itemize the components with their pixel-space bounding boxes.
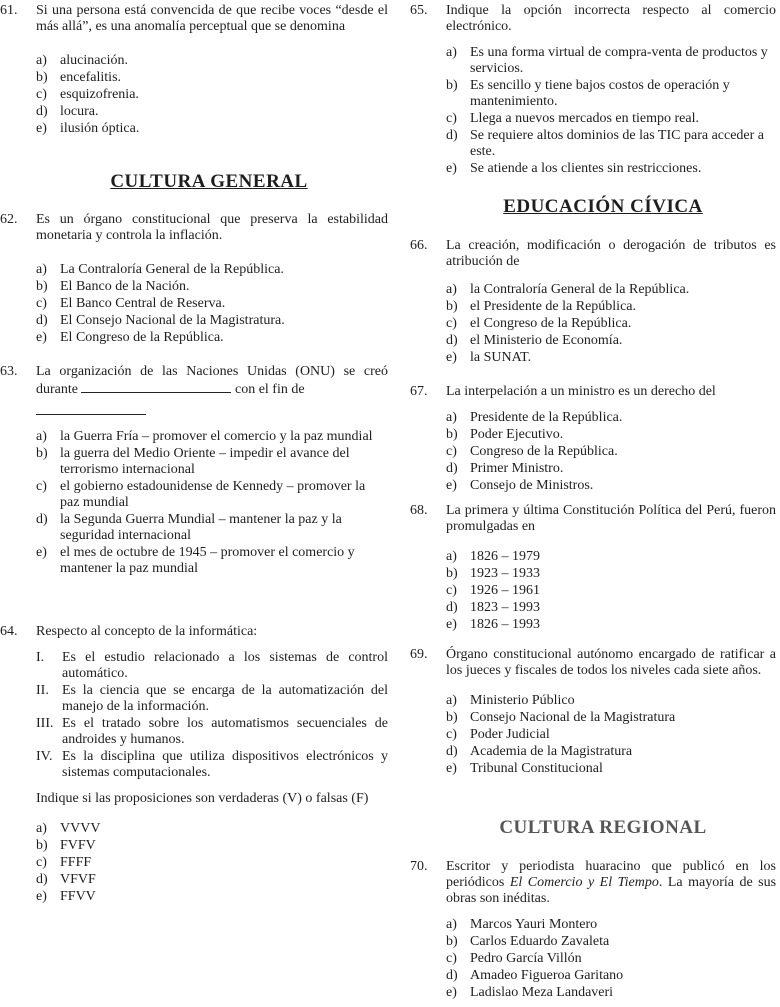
option-e[interactable]: e) Ladislao Meza Landaveri (446, 985, 614, 1000)
proposition-ii: II. Es la ciencia que se encarga de la automatización del manejo de la información. (36, 683, 388, 714)
option-b[interactable]: b) Poder Ejecutivo. (446, 427, 564, 442)
option-e[interactable]: e) la SUNAT. (446, 350, 532, 365)
option-a[interactable]: a) la Contraloría General de la República. (446, 282, 690, 297)
option-b[interactable]: b) el Presidente de la República. (446, 299, 636, 314)
question-64 (0, 624, 388, 906)
option-c[interactable]: c) esquizofrenia. (36, 87, 139, 102)
option-b[interactable]: b) Consejo Nacional de la Magistratura (446, 710, 676, 725)
question-69 (410, 647, 776, 778)
question-stem: 65. Indique la opción incorrecta respecto al comercio electrónico. (410, 3, 776, 34)
option-b[interactable]: b) Carlos Eduardo Zavaleta (446, 934, 610, 949)
question-number: 61. (0, 3, 18, 18)
question-number: 64. (0, 624, 18, 639)
option-a[interactable]: a) Presidente de la República. (446, 410, 623, 425)
option-b[interactable]: b) El Banco de la Nación. (36, 279, 190, 294)
section-heading-educacion-civica: EDUCACIÓN CÍVICA (503, 196, 703, 217)
proposition-i: I. Es el estudio relacionado a los sistemas de control automático. (36, 650, 388, 681)
question-number: 62. (0, 212, 18, 227)
option-c[interactable]: c) el gobierno estadounidense de Kennedy – promover la paz mundial (36, 479, 366, 510)
options-list (410, 693, 776, 777)
section-heading-cultura-general: CULTURA GENERAL (110, 171, 308, 192)
option-d[interactable]: d) Primer Ministro. (446, 461, 564, 476)
options-list (410, 549, 776, 633)
options-list (0, 262, 388, 346)
proposition-iv: IV. Es la disciplina que utiliza dispositivos electrónicos y sistemas computacionales. (36, 749, 388, 780)
options-list (0, 821, 388, 905)
option-e[interactable]: e) FFVV (36, 889, 96, 904)
option-d[interactable]: d) el Ministerio de Economía. (446, 333, 623, 348)
option-a[interactable]: a) Marcos Yauri Montero (446, 917, 598, 932)
option-d[interactable]: d) VFVF (36, 872, 96, 887)
option-d[interactable]: d) locura. (36, 104, 99, 119)
question-stem: 70. Escritor y periodista huaracino que publicó en los periódicos El Comercio y El Tiempo. La mayoría de sus obras son inéditas. (410, 859, 777, 906)
option-e[interactable]: e) Se atiende a los clientes sin restricciones. (446, 161, 702, 176)
options-list (410, 282, 776, 366)
option-c[interactable]: c) el Congreso de la República. (446, 316, 632, 331)
question-stem: 66. La creación, modificación o derogación de tributos es atribución de (410, 238, 776, 269)
option-a[interactable]: a) alucinación. (36, 53, 129, 68)
question-65 (410, 3, 776, 178)
options-list (410, 410, 776, 494)
question-66 (410, 238, 776, 367)
option-e[interactable]: e) el mes de octubre de 1945 – promover el comercio y mantener la paz mundial (36, 545, 355, 576)
option-b[interactable]: b) la guerra del Medio Oriente – impedir el avance del terrorismo internacional (36, 446, 350, 477)
answer-blank-1 (81, 380, 231, 393)
option-d[interactable]: d) Se requiere altos dominios de las TIC para acceder a este. (446, 128, 765, 159)
question-stem: 68. La primera y última Constitución Política del Perú, fueron promulgadas en (410, 503, 776, 534)
question-number: 65. (410, 3, 428, 18)
option-c[interactable]: c) Poder Judicial (446, 727, 550, 742)
option-d[interactable]: d) Academia de la Magistratura (446, 744, 633, 759)
option-a[interactable]: a) Ministerio Público (446, 693, 575, 708)
options-list (410, 917, 776, 1001)
instruction-text: Indique si las proposiciones son verdaderas (V) o falsas (F) (36, 791, 369, 806)
option-e[interactable]: e) Consejo de Ministros. (446, 478, 594, 493)
question-68 (410, 503, 776, 634)
question-62 (0, 212, 388, 347)
options-list (0, 53, 388, 137)
question-stem: 63. La organización de las Naciones Unidas (ONU) se creó durante con el fin de (0, 364, 388, 415)
option-b[interactable]: b) 1923 – 1933 (446, 566, 540, 581)
question-61 (0, 3, 388, 138)
option-b[interactable]: b) encefalitis. (36, 70, 122, 85)
question-70 (410, 859, 776, 1002)
option-d[interactable]: d) Amadeo Figueroa Garitano (446, 968, 624, 983)
option-e[interactable]: e) El Congreso de la República. (36, 330, 224, 345)
options-list (0, 429, 388, 577)
options-list (410, 45, 776, 177)
option-c[interactable]: c) El Banco Central de Reserva. (36, 296, 226, 311)
propositions-list (0, 650, 388, 781)
question-stem: 64. Respecto al concepto de la informática: (0, 624, 258, 639)
question-number: 69. (410, 647, 428, 662)
question-stem: 61. Si una persona está convencida de que recibe voces “desde el más allá”, es una anomalía perceptual que se denomina (0, 3, 388, 34)
option-c[interactable]: c) Pedro García Villón (446, 951, 582, 966)
option-a[interactable]: a) 1826 – 1979 (446, 549, 540, 564)
question-number: 67. (410, 384, 428, 399)
option-e[interactable]: e) ilusión óptica. (36, 121, 140, 136)
option-e[interactable]: e) Tribunal Constitucional (446, 761, 603, 776)
option-c[interactable]: c) 1926 – 1961 (446, 583, 540, 598)
option-d[interactable]: d) 1823 – 1993 (446, 600, 540, 615)
question-stem: 69. Órgano constitucional autónomo encargado de ratificar a los jueces y fiscales de todos los niveles cada siete años. (410, 647, 776, 678)
question-stem: 62. Es un órgano constitucional que preserva la estabilidad monetaria y controla la inflación. (0, 212, 388, 243)
question-number: 70. (410, 859, 428, 874)
section-heading-cultura-regional: CULTURA REGIONAL (499, 817, 707, 838)
option-b[interactable]: b) FVFV (36, 838, 96, 853)
question-number: 68. (410, 503, 428, 518)
proposition-iii: III. Es el tratado sobre los automatismos secuenciales de androides y humanos. (36, 716, 388, 747)
option-d[interactable]: d) la Segunda Guerra Mundial – mantener la paz y la seguridad internacional (36, 512, 342, 543)
option-a[interactable]: a) la Guerra Fría – promover el comercio y la paz mundial (36, 429, 373, 444)
question-stem: 67. La interpelación a un ministro es un derecho del (410, 384, 716, 399)
option-a[interactable]: a) VVVV (36, 821, 101, 836)
option-d[interactable]: d) El Consejo Nacional de la Magistratura. (36, 313, 285, 328)
question-67 (410, 384, 776, 495)
question-number: 63. (0, 364, 18, 379)
option-c[interactable]: c) Llega a nuevos mercados en tiempo real. (446, 111, 699, 126)
option-c[interactable]: c) FFFF (36, 855, 92, 870)
option-c[interactable]: c) Congreso de la República. (446, 444, 618, 459)
question-63 (0, 364, 388, 578)
option-b[interactable]: b) Es sencillo y tiene bajos costos de operación y mantenimiento. (446, 78, 730, 109)
option-a[interactable]: a) La Contraloría General de la República. (36, 262, 284, 277)
option-a[interactable]: a) Es una forma virtual de compra-venta de productos y servicios. (446, 45, 768, 76)
answer-blank-2 (36, 398, 146, 415)
option-e[interactable]: e) 1826 – 1993 (446, 617, 540, 632)
question-number: 66. (410, 238, 428, 253)
